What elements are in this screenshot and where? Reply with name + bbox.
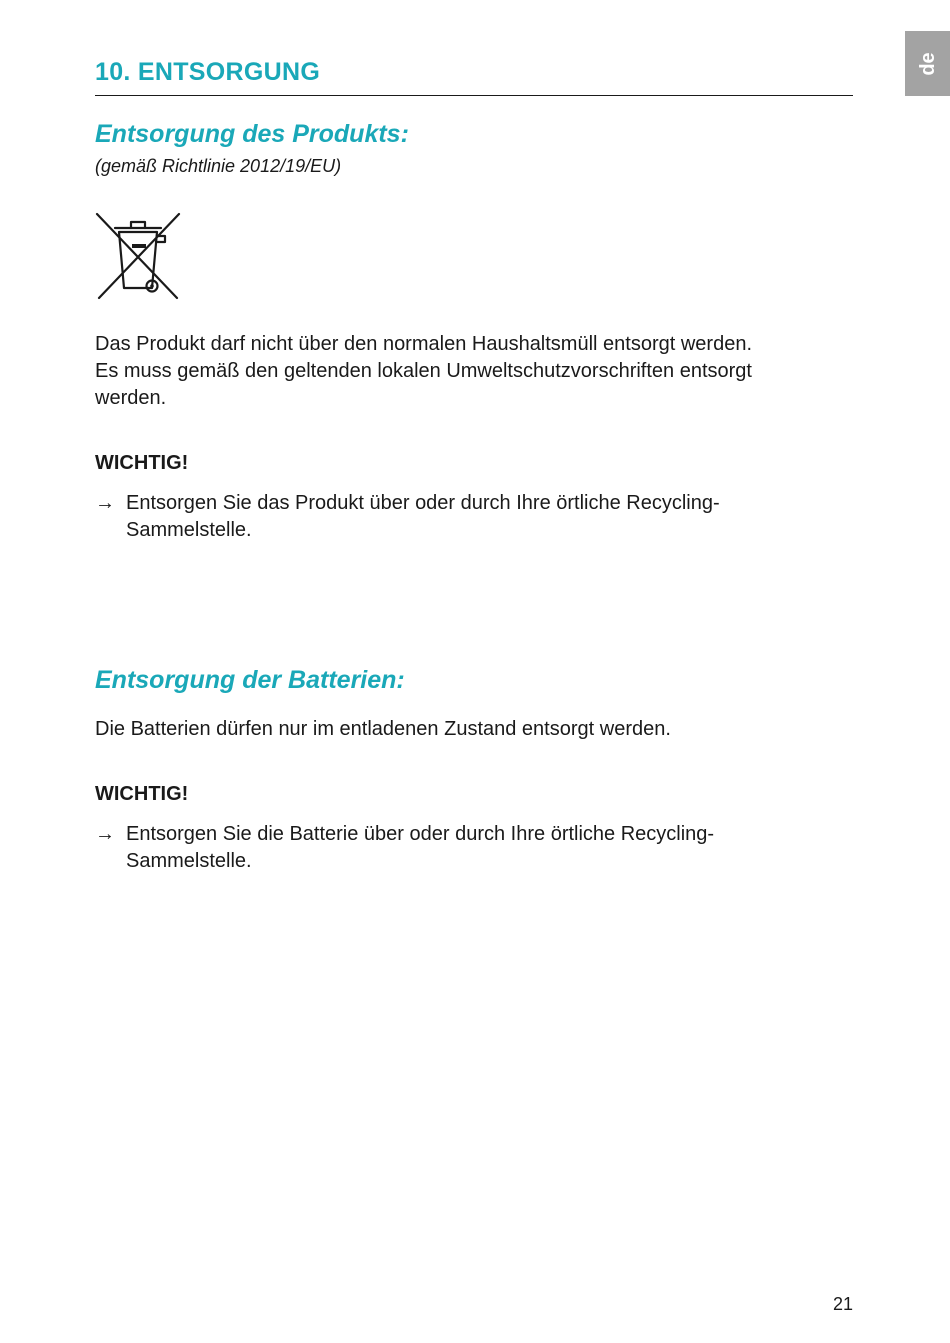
paragraph-line: werden. <box>95 387 167 409</box>
arrow-right-icon: → <box>95 492 115 514</box>
paragraph-line: Das Produkt darf nicht über den normalen Haushaltsmüll entsorgt werden. <box>95 333 753 355</box>
instruction-text <box>126 490 815 544</box>
battery-disposal-paragraph: Die Batterien dürfen nur im entladenen Zustand entsorgt werden. <box>95 718 671 740</box>
instruction-line: Entsorgen Sie die Batterie über oder durch Ihre örtliche Recycling- <box>126 823 715 845</box>
instruction-line: Sammelstelle. <box>126 519 252 541</box>
battery-disposal-heading: Entsorgung der Batterien: <box>95 666 405 694</box>
crossed-out-wheelie-bin-icon <box>95 212 181 300</box>
chapter-title: 10. ENTSORGUNG <box>95 58 321 86</box>
language-tab-label: de <box>916 51 939 76</box>
page-number: 21 <box>832 1294 853 1314</box>
instruction-item <box>95 490 815 544</box>
instruction-line: Sammelstelle. <box>126 850 252 872</box>
arrow-right-icon: → <box>95 823 115 845</box>
instruction-text <box>126 821 815 875</box>
paragraph-line: Es muss gemäß den geltenden lokalen Umweltschutzvorschriften entsorgt <box>95 360 752 382</box>
product-disposal-paragraph <box>95 331 835 412</box>
important-label: WICHTIG! <box>95 452 189 474</box>
product-disposal-heading: Entsorgung des Produkts: <box>95 120 409 148</box>
instruction-item <box>95 821 815 875</box>
instruction-line: Entsorgen Sie das Produkt über oder durch Ihre örtliche Recycling- <box>126 492 720 514</box>
language-tab <box>905 31 950 96</box>
title-divider <box>95 95 853 96</box>
directive-reference: (gemäß Richtlinie 2012/19/EU) <box>95 156 342 176</box>
important-label: WICHTIG! <box>95 783 189 805</box>
